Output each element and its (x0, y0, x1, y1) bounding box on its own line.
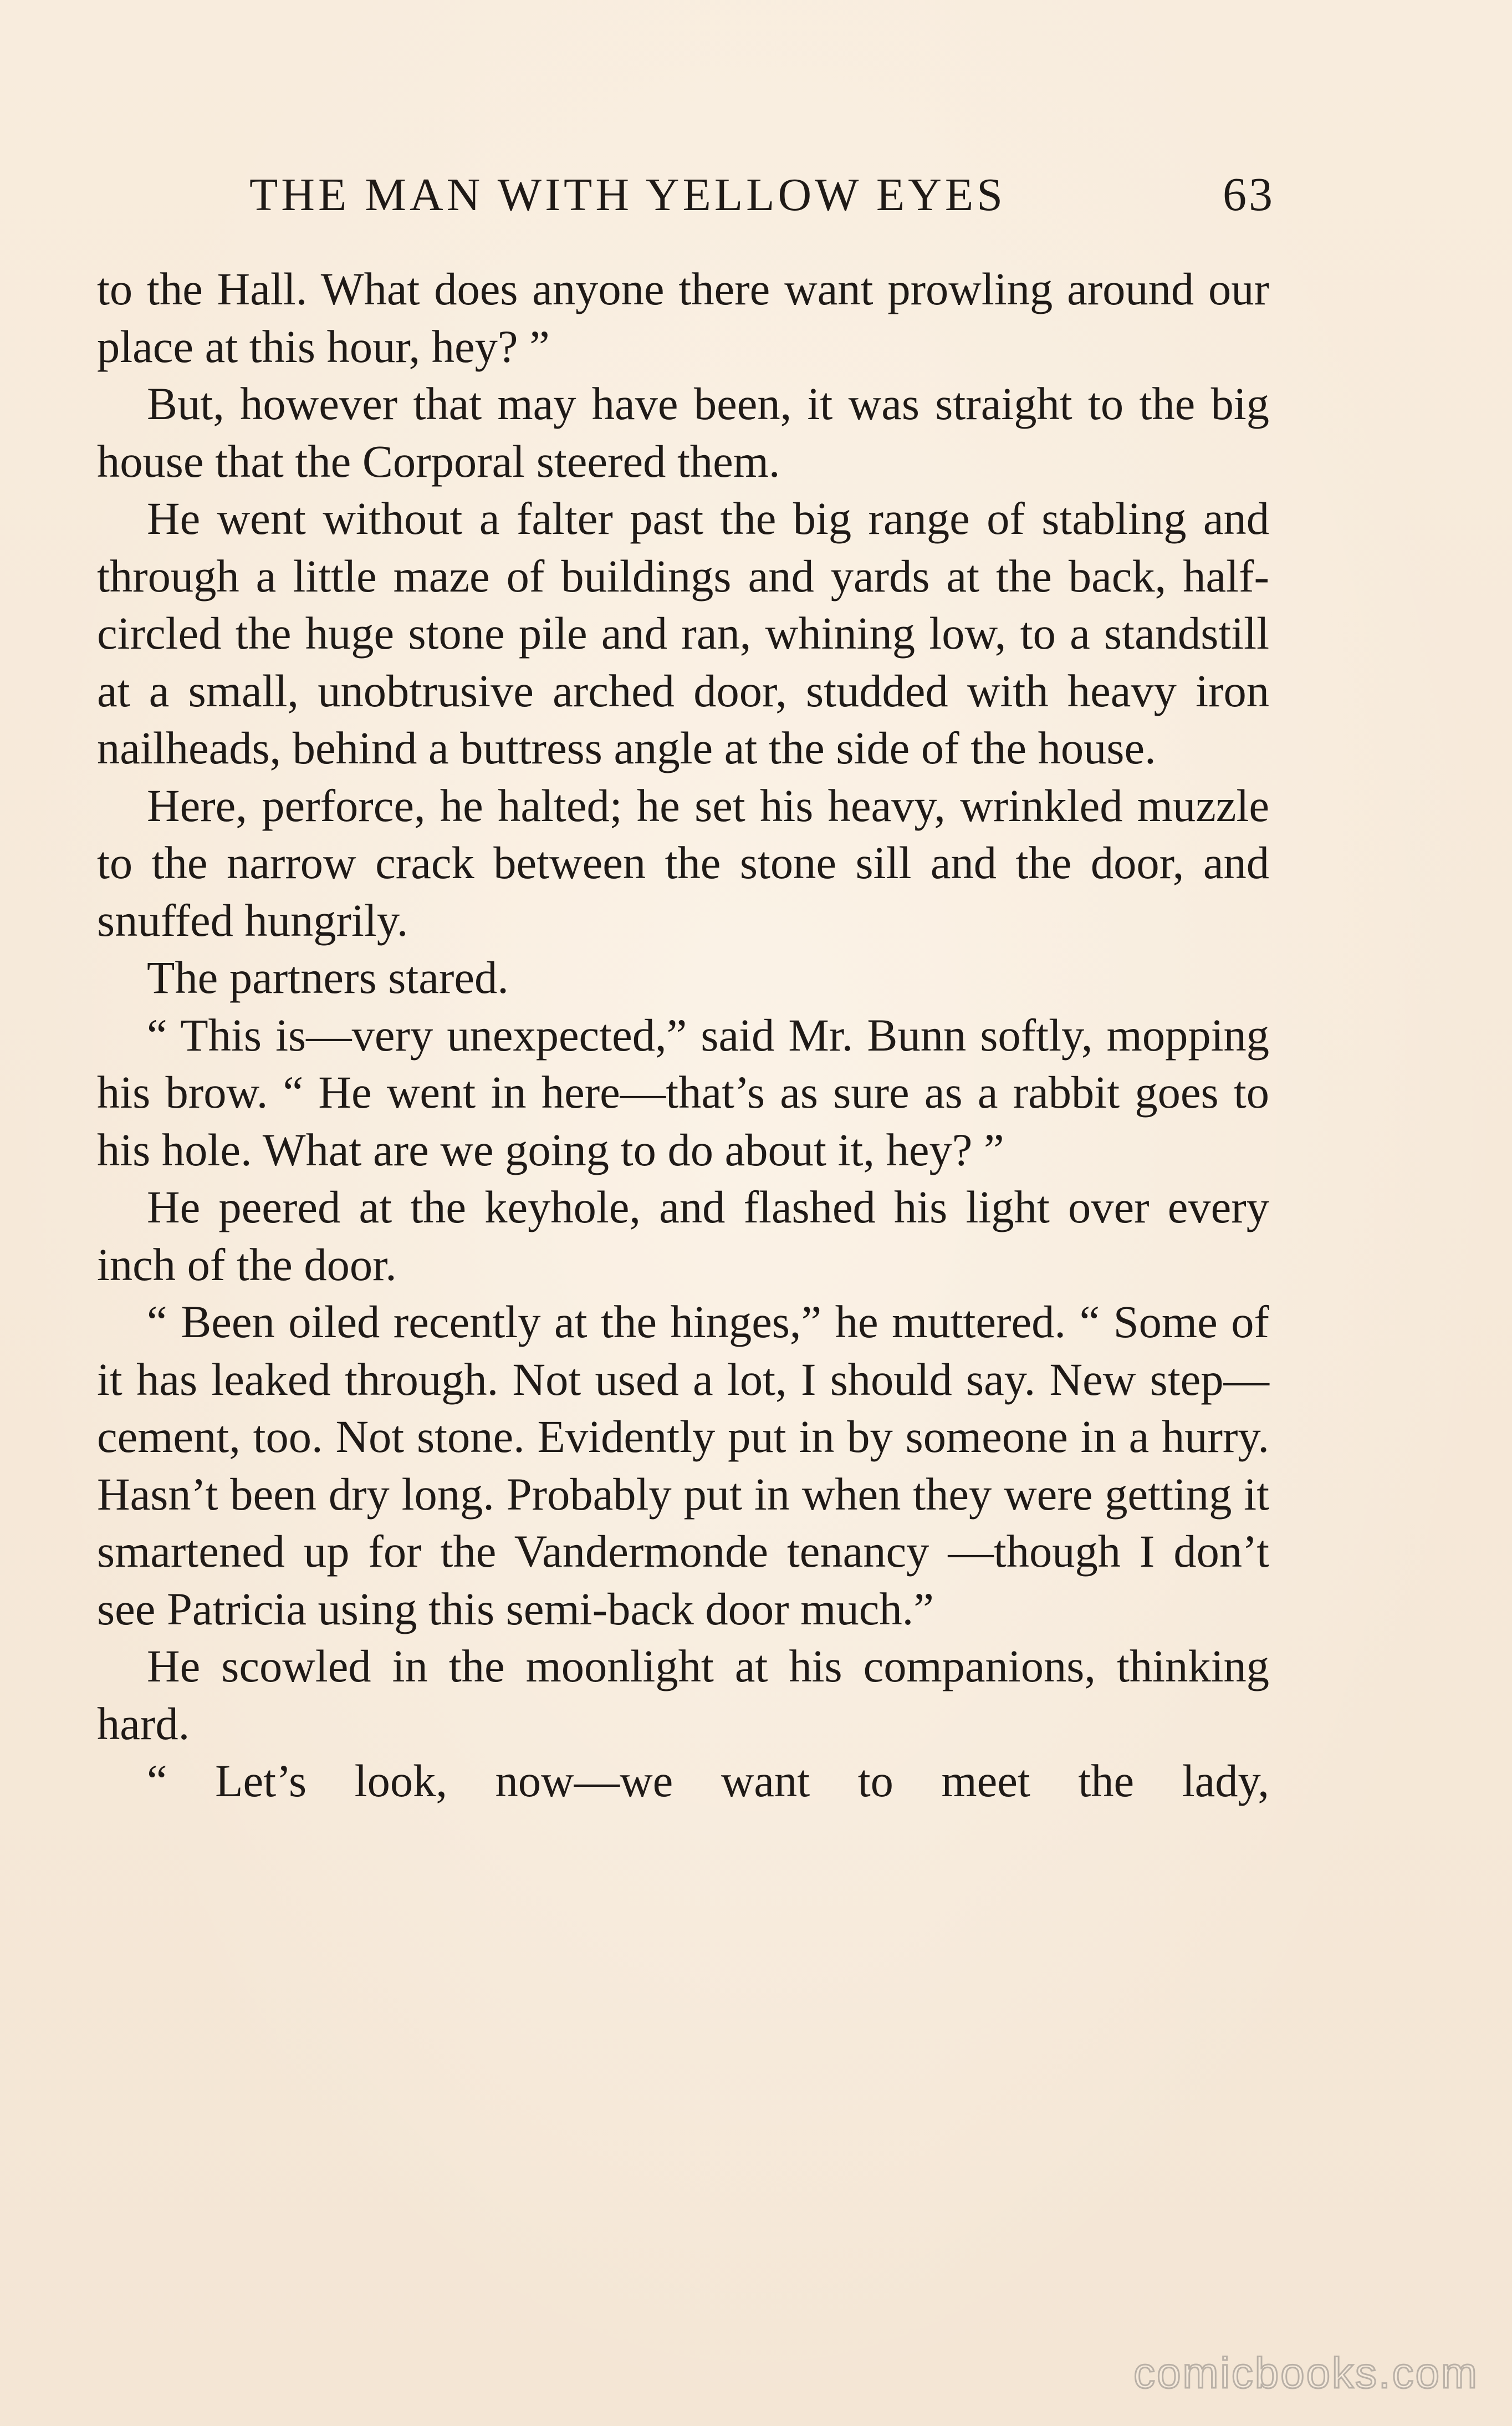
page-number: 63 (1223, 167, 1275, 221)
paragraph: “ This is—very unexpected,” said Mr. Bunn softly, mopping his brow. “ He went in here—that’s as sure as a rabbit goes to his hole. What are we going to do about it, hey? ” (97, 1009, 1269, 1175)
paragraph: “ Been oiled recently at the hinges,” he muttered. “ Some of it has leaked through. Not used a lot, I should say. New step—cement, too. Not stone. Evidently put in by someone in a hurry. Hasn’t been dry long. Probably put in when they were getting it smartened up for the Vandermonde tenancy —though I don’t see Patricia using this semi-back door much.” (97, 1296, 1269, 1634)
paragraph: He scowled in the moonlight at his companions, thinking hard. (97, 1640, 1269, 1749)
paragraph: “ Let’s look, now—we want to meet the lady, (147, 1755, 1269, 1806)
paragraph: The partners stared. (147, 952, 509, 1003)
paragraph: But, however that may have been, it was straight to the big house that the Corporal steered them. (97, 378, 1269, 487)
watermark: comicbooks.com (1133, 2348, 1479, 2397)
paragraph: He went without a falter past the big range of stabling and through a little maze of buildings and yards at the back, half-circled the huge stone pile and ran, whining low, to a standstill at a small, unobtrusive arched door, studded with heavy iron nailheads, behind a buttress angle at the side of the house. (97, 493, 1269, 773)
paragraph: Here, perforce, he halted; he set his heavy, wrinkled muzzle to the narrow crack between the stone sill and the door, and snuffed hungrily. (97, 779, 1269, 946)
running-head (249, 166, 1275, 222)
paragraph: He peered at the keyhole, and flashed his light over every inch of the door. (97, 1181, 1269, 1290)
body-text (97, 261, 1269, 1810)
paragraph: to the Hall. What does anyone there want prowling around our place at this hour, hey? ” (97, 263, 1269, 372)
running-title: THE MAN WITH YELLOW EYES (249, 169, 1006, 221)
